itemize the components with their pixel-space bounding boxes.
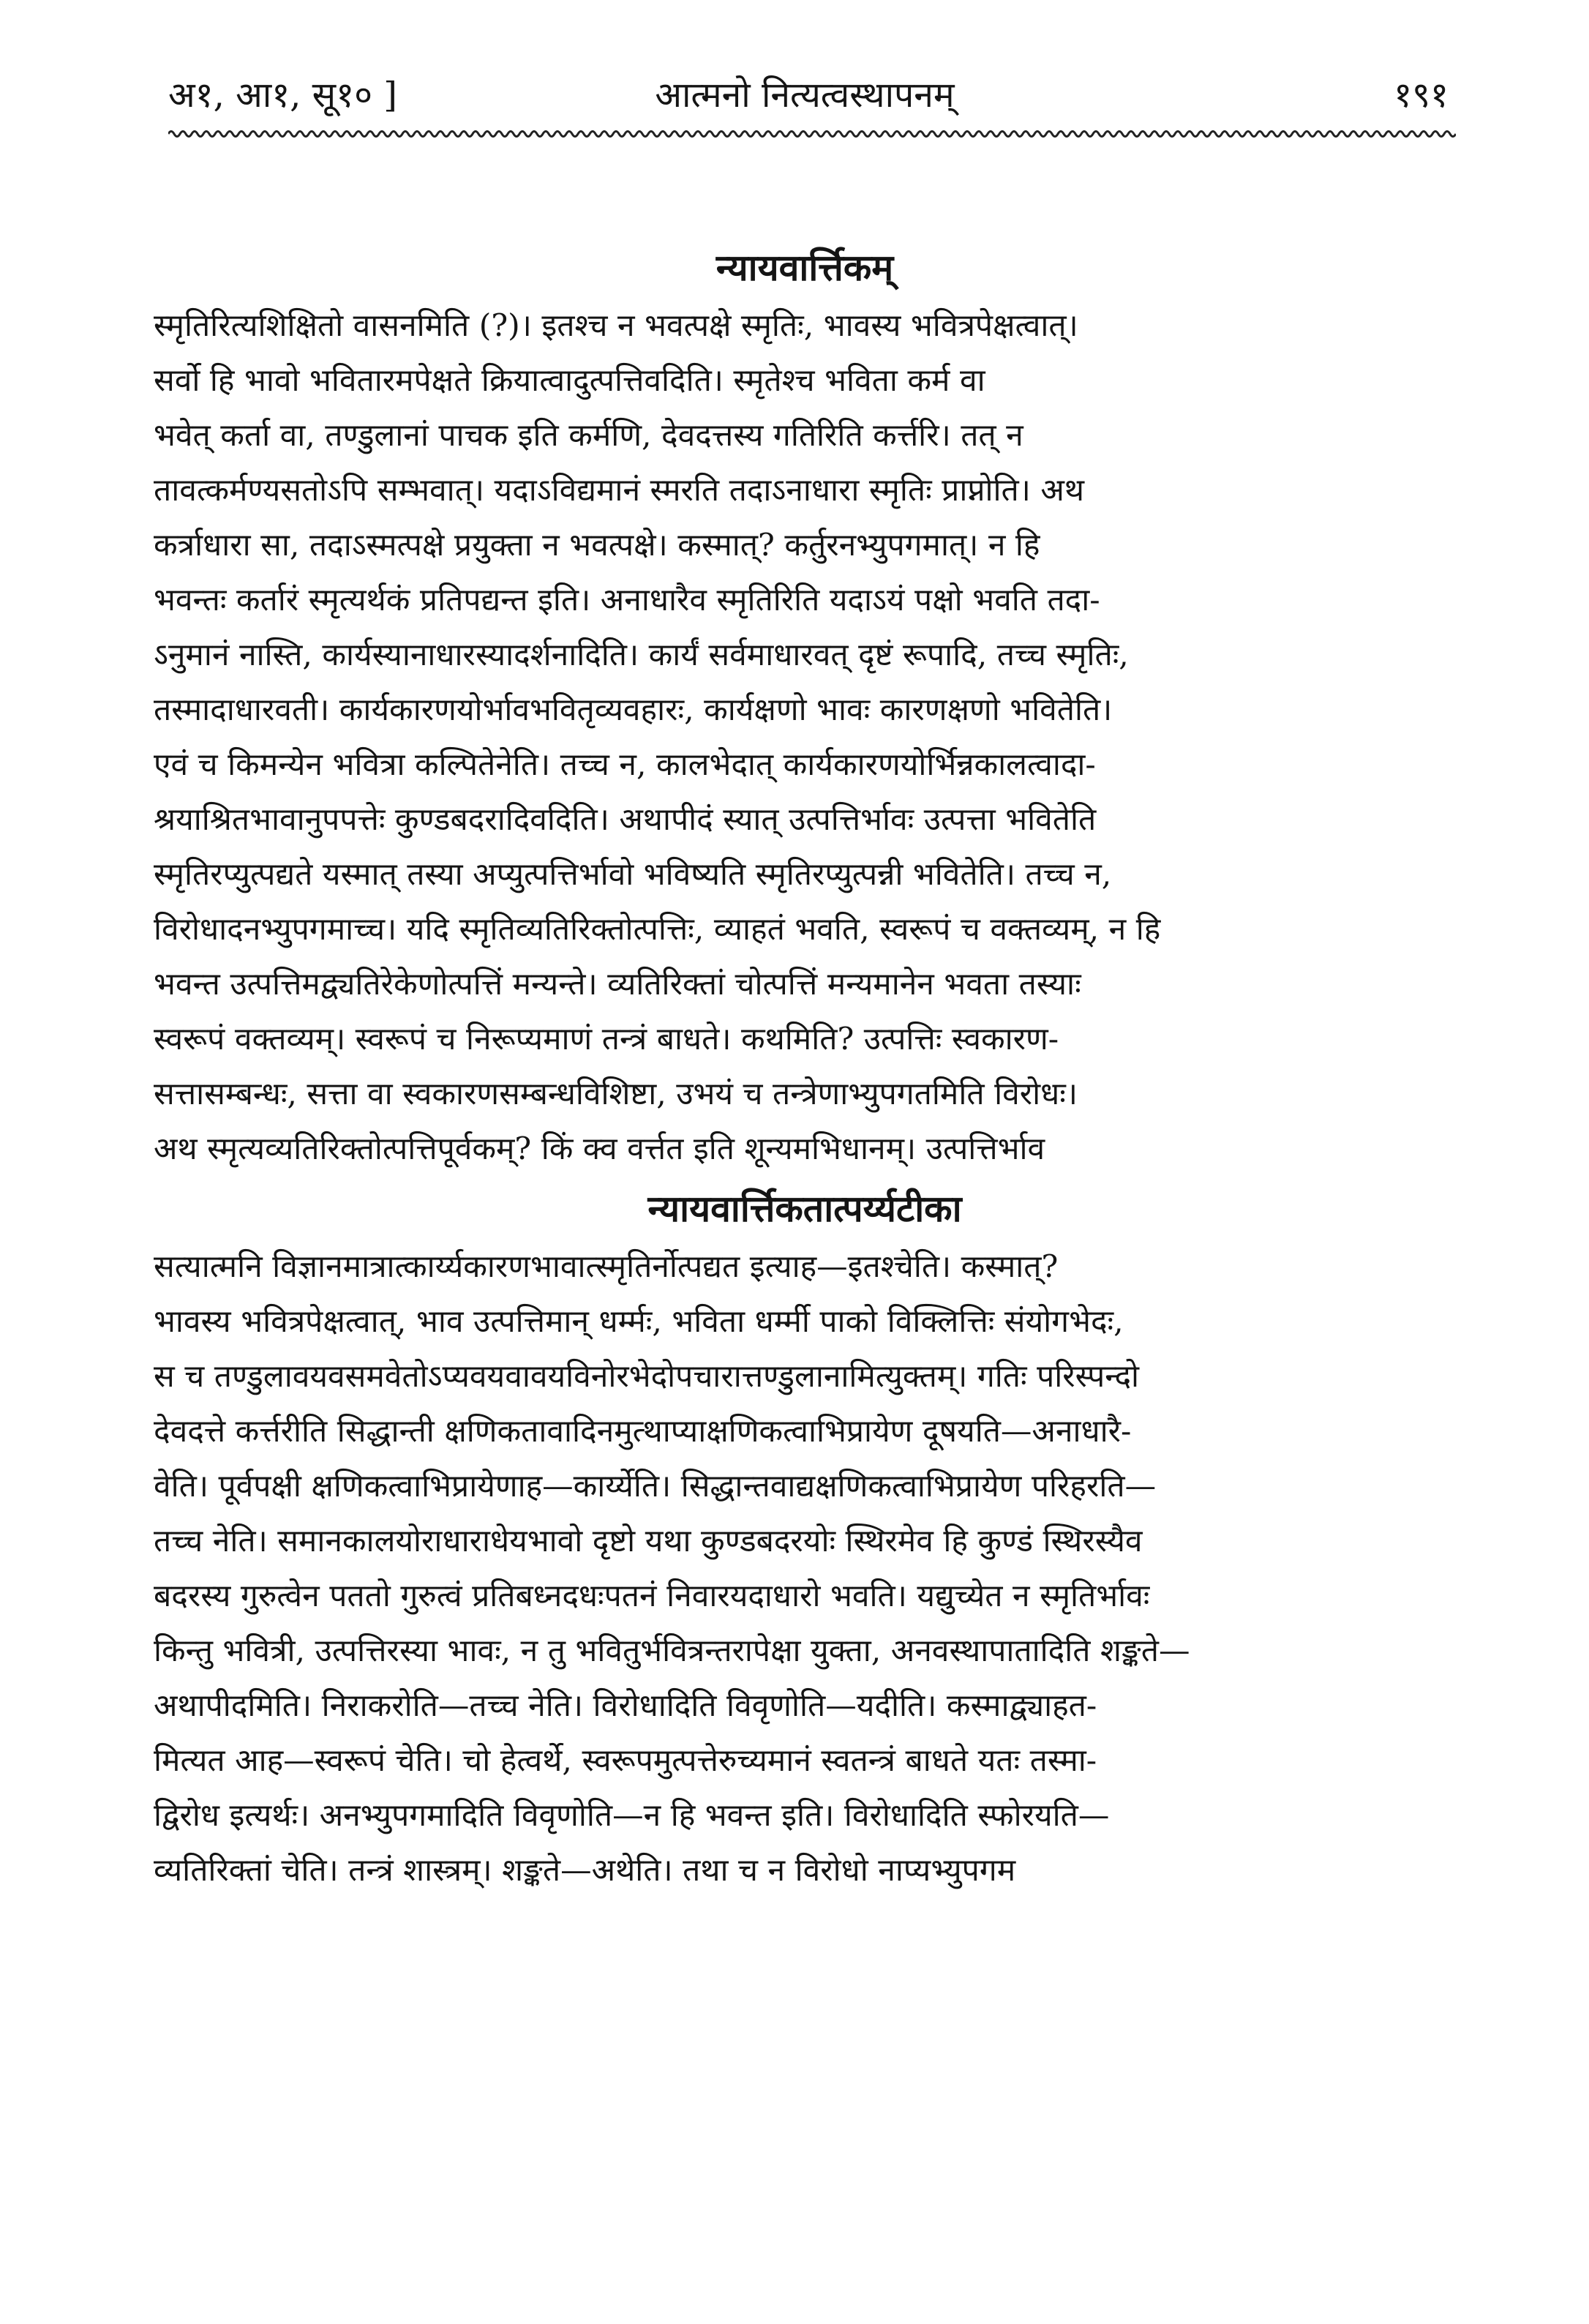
page-header xyxy=(154,59,1456,132)
running-title: आत्मनो नित्यत्वस्थापनम् xyxy=(655,75,955,116)
vartika-title: न्यायवार्त्तिकम् xyxy=(715,246,894,289)
tika-text: सत्यात्मनि विज्ञानमात्रात्कार्य्यकारणभावात्स्मृतिर्नोत्पद्यत इत्याह—इतश्चेति। कस्मात्? भावस्य भवित्रपेक्षत्वात्, भाव उत्पत्तिमान् धर्म्मः, भविता धर्म्मी पाको विक्लित्तिः संयोगभेदः, स च तण्डुलावयवसमवेतोऽप्यवयवावयविनोरभेदोपचारात्तण्डुलानामित्युक्तम्। गतिः परिस्पन्दो देवदत्ते कर्त्तरीति सिद्धान्ती क्षणिकतावादिनमुत्थाप्याक्षणिकत्वाभिप्रायेण दूषयति—अनाधारै- वेति। पूर्वपक्षी क्षणिकत्वाभिप्रायेणाह—कार्य्येति। सिद्धान्तवाद्यक्षणिकत्वाभिप्रायेण परिहरति— तच्च नेति। समानकालयोराधाराधेयभावो दृष्टो यथा कुण्डबदरयोः स्थिरमेव हि कुण्डं स्थिरस्यैव बदरस्य गुरुत्वेन पततो गुरुत्वं प्रतिबध्नदधःपतनं निवारयदाधारो भवति। यद्युच्येत न स्मृतिर्भावः किन्तु भवित्री, उत्पत्तिरस्या भावः, न तु भवितुर्भवित्रन्तरापेक्षा युक्ता, अनवस्थापातादिति शङ्कते— अथापीदमिति। निराकरोति—तच्च नेति। विरोधादिति विवृणोति—यदीति। कस्माद्व्याहत- मित्यत आह—स्वरूपं चेति। चो हेत्वर्थे, स्वरूपमुत्पत्तेरुच्यमानं स्वतन्त्रं बाधते यतः तस्मा- द्विरोध इत्यर्थः। अनभ्युपगमादिति विवृणोति—न हि भवन्त इति। विरोधादिति स्फोरयति— व्यतिरिक्तां चेति। तन्त्रं शास्त्रम्। शङ्कते—अथेति। तथा च न विरोधो नाप्यभ्युपगम xyxy=(154,1249,1190,1889)
tika-title: न्यायवार्त्तिकतात्पर्य्यटीका xyxy=(647,1187,962,1230)
chapter-reference: अ१, आ१, सू१० ] xyxy=(168,75,398,116)
vartika-text: स्मृतिरित्यशिक्षितो वासनमिति (?)। इतश्च न भवत्पक्षे स्मृतिः, भावस्य भवित्रपेक्षत्वात्। सर्वो हि भावो भवितारमपेक्षते क्रियात्वादुत्पत्तिवदिति। स्मृतेश्च भविता कर्म वा भवेत् कर्ता वा, तण्डुलानां पाचक इति कर्मणि, देवदत्तस्य गतिरिति कर्त्तरि। तत् न तावत्कर्मण्यसतोऽपि सम्भवात्। यदाऽविद्यमानं स्मरति तदाऽनाधारा स्मृतिः प्राप्नोति। अथ कर्त्राधारा सा, तदाऽस्मत्पक्षे प्रयुक्ता न भवत्पक्षे। कस्मात्? कर्तुरनभ्युपगमात्। न हि भवन्तः कर्तारं स्मृत्यर्थकं प्रतिपद्यन्त इति। अनाधारैव स्मृतिरिति यदाऽयं पक्षो भवति तदा- ऽनुमानं नास्ति, कार्यस्यानाधारस्यादर्शनादिति। कार्यं सर्वमाधारवत् दृष्टं रूपादि, तच्च स्मृतिः, तस्मादाधारवती। कार्यकारणयोर्भावभवितृव्यवहारः, कार्यक्षणो भावः कारणक्षणो भवितेति। एवं च किमन्येन भवित्रा कल्पितेनेति। तच्च न, कालभेदात् कार्यकारणयोर्भिन्नकालत्वादा- श्रयाश्रितभावानुपपत्तेः कुण्डबदरादिवदिति। अथापीदं स्यात् उत्पत्तिर्भावः उत्पत्ता भवितेति स्मृतिरप्युत्पद्यते यस्मात् तस्या अप्युत्पत्तिर्भावो भविष्यति स्मृतिरप्युत्पन्नी भवितेति। तच्च न, विरोधादनभ्युपगमाच्च। यदि स्मृतिव्यतिरिक्तोत्पत्तिः, व्याहतं भवति, स्वरूपं च वक्तव्यम्, न हि भवन्त उत्पत्तिमद्व्यतिरेकेणोत्पत्तिं मन्यन्ते। व्यतिरिक्तां चोत्पत्तिं मन्यमानेन भवता तस्याः स्वरूपं वक्तव्यम्। स्वरूपं च निरूप्यमाणं तन्त्रं बाधते। कथमिति? उत्पत्तिः स्वकारण- सत्तासम्बन्धः, सत्ता वा स्वकारणसम्बन्धविशिष्टा, उभयं च तन्त्रेणाभ्युपगतमिति विरोधः। अथ स्मृत्यव्यतिरिक्तोत्पत्तिपूर्वकम्? किं क्व वर्त्तत इति शून्यमभिधानम्। उत्पत्तिर्भाव xyxy=(154,308,1161,1167)
wavy-rule xyxy=(168,127,1456,140)
page xyxy=(154,59,1456,2283)
page-number: १९१ xyxy=(1394,75,1449,116)
